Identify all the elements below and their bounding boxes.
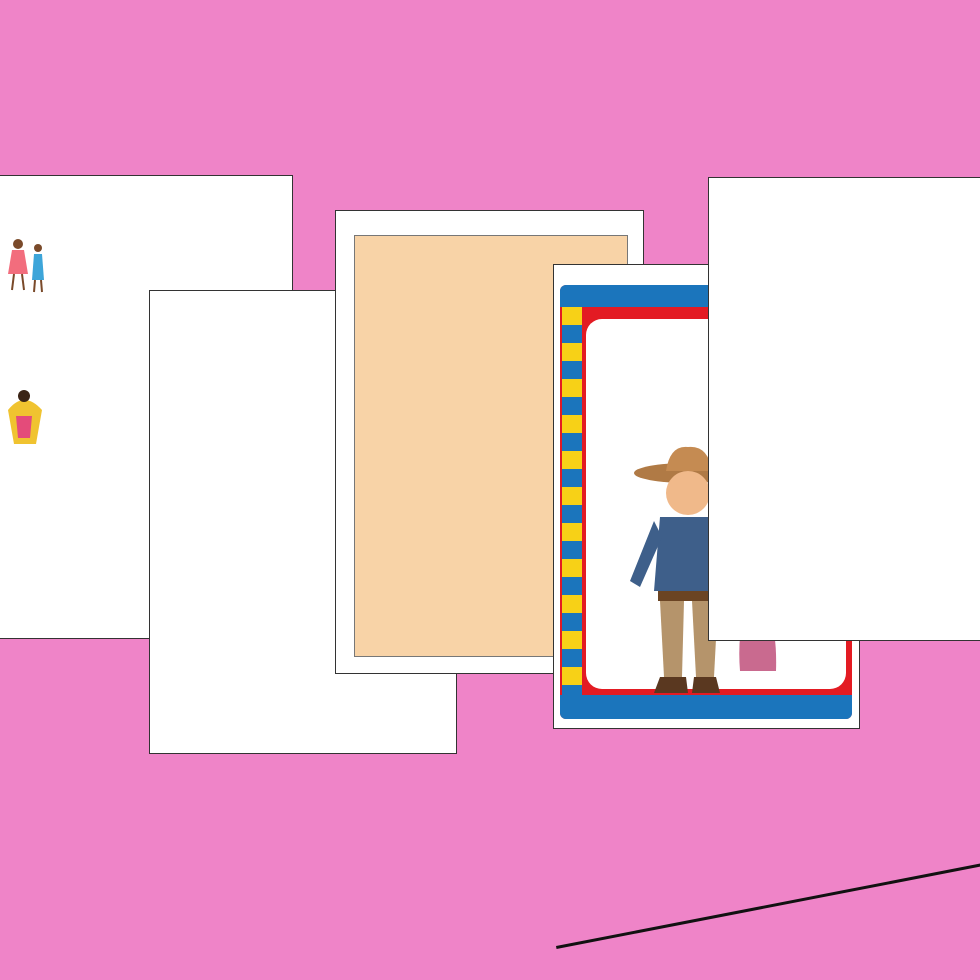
samba-dancers-illustration [4,234,48,294]
badge-underline [556,862,980,949]
hexagon-assembly-sheet [709,178,980,640]
hexagon-base-diagram [709,178,980,640]
flamenco-dancers-illustration [2,386,48,446]
poster-left-stripe [562,307,582,695]
